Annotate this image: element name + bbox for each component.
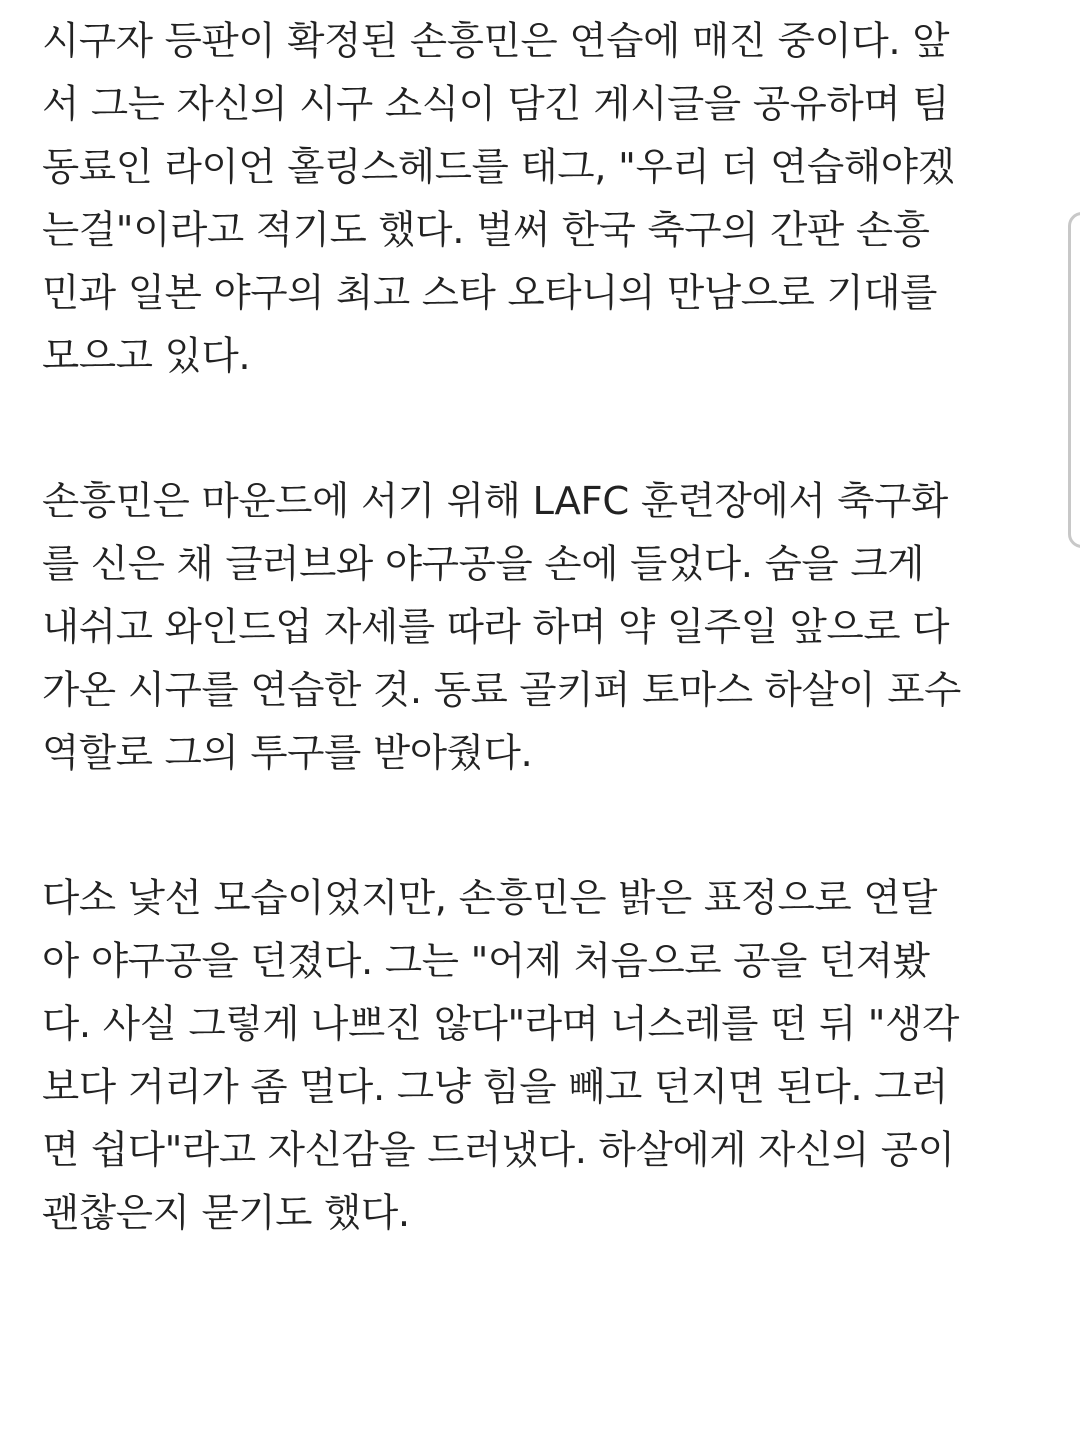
text-line: 보다 거리가 좀 멀다. 그냥 힘을 빼고 던지면 된다. 그러 [42,1065,949,1110]
text-line: 동료인 라이언 홀링스헤드를 태그, "우리 더 연습해야겠 [42,145,955,190]
scroll-handle[interactable] [1068,212,1080,548]
text-line: 시구자 등판이 확정된 손흥민은 연습에 매진 중이다. 앞 [42,19,950,64]
text-line: 는걸"이라고 적기도 했다. 벌써 한국 축구의 간판 손흥 [42,208,930,253]
paragraph-3 [42,867,1042,1245]
text-line: 다. 사실 그렇게 나쁘진 않다"라며 너스레를 떤 뒤 "생각 [42,1002,959,1047]
text-line: 를 신은 채 글러브와 야구공을 손에 들었다. 숨을 크게 [42,542,925,587]
text-line: 서 그는 자신의 시구 소식이 담긴 게시글을 공유하며 팀 [42,82,950,127]
text-line: 내쉬고 와인드업 자세를 따라 하며 약 일주일 앞으로 다 [42,605,950,650]
article-body [42,10,1042,1327]
text-line: 모으고 있다. [42,334,251,379]
text-line: 다소 낯선 모습이었지만, 손흥민은 밝은 표정으로 연달 [42,876,938,921]
paragraph-2 [42,470,1042,785]
text-line: 손흥민은 마운드에 서기 위해 LAFC 훈련장에서 축구화 [42,479,948,524]
text-line: 가온 시구를 연습한 것. 동료 골키퍼 토마스 하살이 포수 [42,668,962,713]
paragraph-1 [42,10,1042,388]
text-line: 면 쉽다"라고 자신감을 드러냈다. 하살에게 자신의 공이 [42,1128,955,1173]
text-line: 역할로 그의 투구를 받아줬다. [42,731,533,776]
text-line: 아 야구공을 던졌다. 그는 "어제 처음으로 공을 던져봤 [42,939,930,984]
text-line: 민과 일본 야구의 최고 스타 오타니의 만남으로 기대를 [42,271,938,316]
text-line: 괜찮은지 묻기도 했다. [42,1191,410,1236]
